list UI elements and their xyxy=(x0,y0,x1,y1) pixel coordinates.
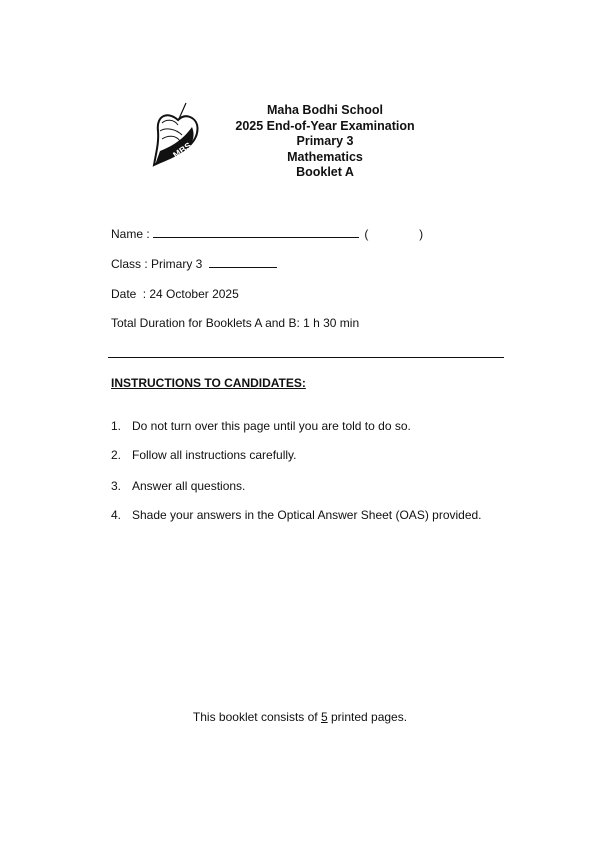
footer-suffix: printed pages. xyxy=(327,710,408,724)
instruction-text: Shade your answers in the Optical Answer Sheet (OAS) provided. xyxy=(132,508,482,522)
footer-prefix: This booklet consists of xyxy=(192,710,321,724)
register-paren-close: ) xyxy=(419,227,424,241)
divider xyxy=(108,357,504,358)
instruction-item xyxy=(111,448,297,462)
instructions-title: INSTRUCTIONS TO CANDIDATES: xyxy=(111,376,306,390)
name-field[interactable] xyxy=(153,237,359,238)
level: Primary 3 xyxy=(296,134,354,149)
leaf-logo-icon xyxy=(152,101,200,169)
instruction-text: Do not turn over this page until you are told to do so. xyxy=(132,419,411,433)
date-row xyxy=(111,287,239,301)
class-row xyxy=(111,257,277,271)
instruction-number: 3. xyxy=(111,479,122,493)
instruction-text: Follow all instructions carefully. xyxy=(132,448,297,462)
instruction-text: Answer all questions. xyxy=(132,479,246,493)
page-count: 5 xyxy=(320,710,328,724)
school-name: Maha Bodhi School xyxy=(267,103,383,117)
instruction-item xyxy=(111,508,482,522)
page-count-note xyxy=(0,710,600,724)
instruction-number: 4. xyxy=(111,508,122,522)
instruction-item xyxy=(111,479,245,493)
date-value: : 24 October 2025 xyxy=(142,287,239,301)
date-label: Date xyxy=(111,287,137,301)
register-paren-open: ( xyxy=(364,227,369,241)
logo-text: MBS xyxy=(171,140,194,161)
booklet: Booklet A xyxy=(296,165,354,180)
exam-title: 2025 End-of-Year Examination xyxy=(235,118,415,133)
instruction-number: 1. xyxy=(111,419,122,433)
duration: Total Duration for Booklets A and B: 1 h 30 min xyxy=(111,316,360,330)
school-logo xyxy=(152,101,200,169)
class-field[interactable] xyxy=(209,267,277,268)
name-label: Name : xyxy=(111,227,150,241)
exam-header xyxy=(200,103,450,181)
name-row xyxy=(111,227,423,241)
subject: Mathematics xyxy=(287,149,363,164)
class-label: Class : Primary 3 xyxy=(111,257,203,271)
instruction-number: 2. xyxy=(111,448,122,462)
instruction-item xyxy=(111,419,411,433)
